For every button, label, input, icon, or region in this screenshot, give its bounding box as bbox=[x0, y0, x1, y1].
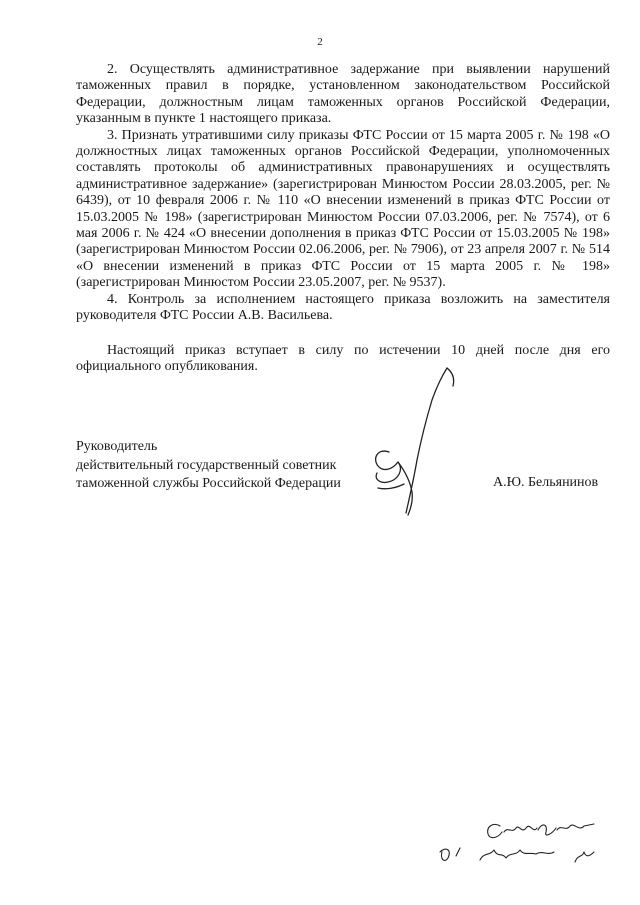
order-body bbox=[76, 62, 610, 375]
paragraph-2: 2. Осуществлять административное задержание при выявлении нарушений таможенных правил в порядке, установленном законодательством Российской Федерации, должностным лицам таможенных органов Российской Федерации, указанным в пункте 1 настоящего приказа. bbox=[76, 62, 610, 127]
paragraph-4: 4. Контроль за исполнением настоящего приказа возложить на заместителя руководителя ФТС России А.В. Васильева. bbox=[76, 291, 610, 324]
signatory-rank-line2: таможенной службы Российской Федерации bbox=[76, 476, 341, 491]
signatory-name: А.Ю. Бельянинов bbox=[493, 475, 599, 490]
signatory-rank-line1: действительный государственный советник bbox=[76, 457, 337, 473]
paragraph-effective-date: Настоящий приказ вступает в силу по истечении 10 дней после дня его официального опубликования. bbox=[76, 342, 610, 374]
paragraph-3: 3. Признать утратившими силу приказы ФТС России от 15 марта 2005 г. № 198 «О должностных лицах таможенных органов Российской Федерации, уполномоченных составлять протоколы об административных правонарушениях и осуществлять административное задержание» (зарегистрирован Минюстом России 28.03.2005, рег. № 6439), от 10 февраля 2006 г. № 110 «О внесении изменений в приказ ФТС России от 15.03.2005 № 198» (зарегистрирован Минюстом России 07.03.2006, рег. № 7574), от 6 мая 2006 г. № 424 «О внесении дополнения в приказ ФТС России от 15.03.2005 № 198» (зарегистрирован Минюстом России 02.06.2006, рег. № 7906), от 23 апреля 2007 г. № 514 «О внесении изменений в приказ ФТС России от 15 марта 2005 г. № 198» (зарегистрирован Минюстом России 23.05.2007, рег. № 9537). bbox=[76, 127, 610, 291]
signatory-position: Руководитель bbox=[76, 439, 158, 454]
page-number: 2 bbox=[317, 36, 323, 48]
signatory-block bbox=[76, 438, 341, 494]
